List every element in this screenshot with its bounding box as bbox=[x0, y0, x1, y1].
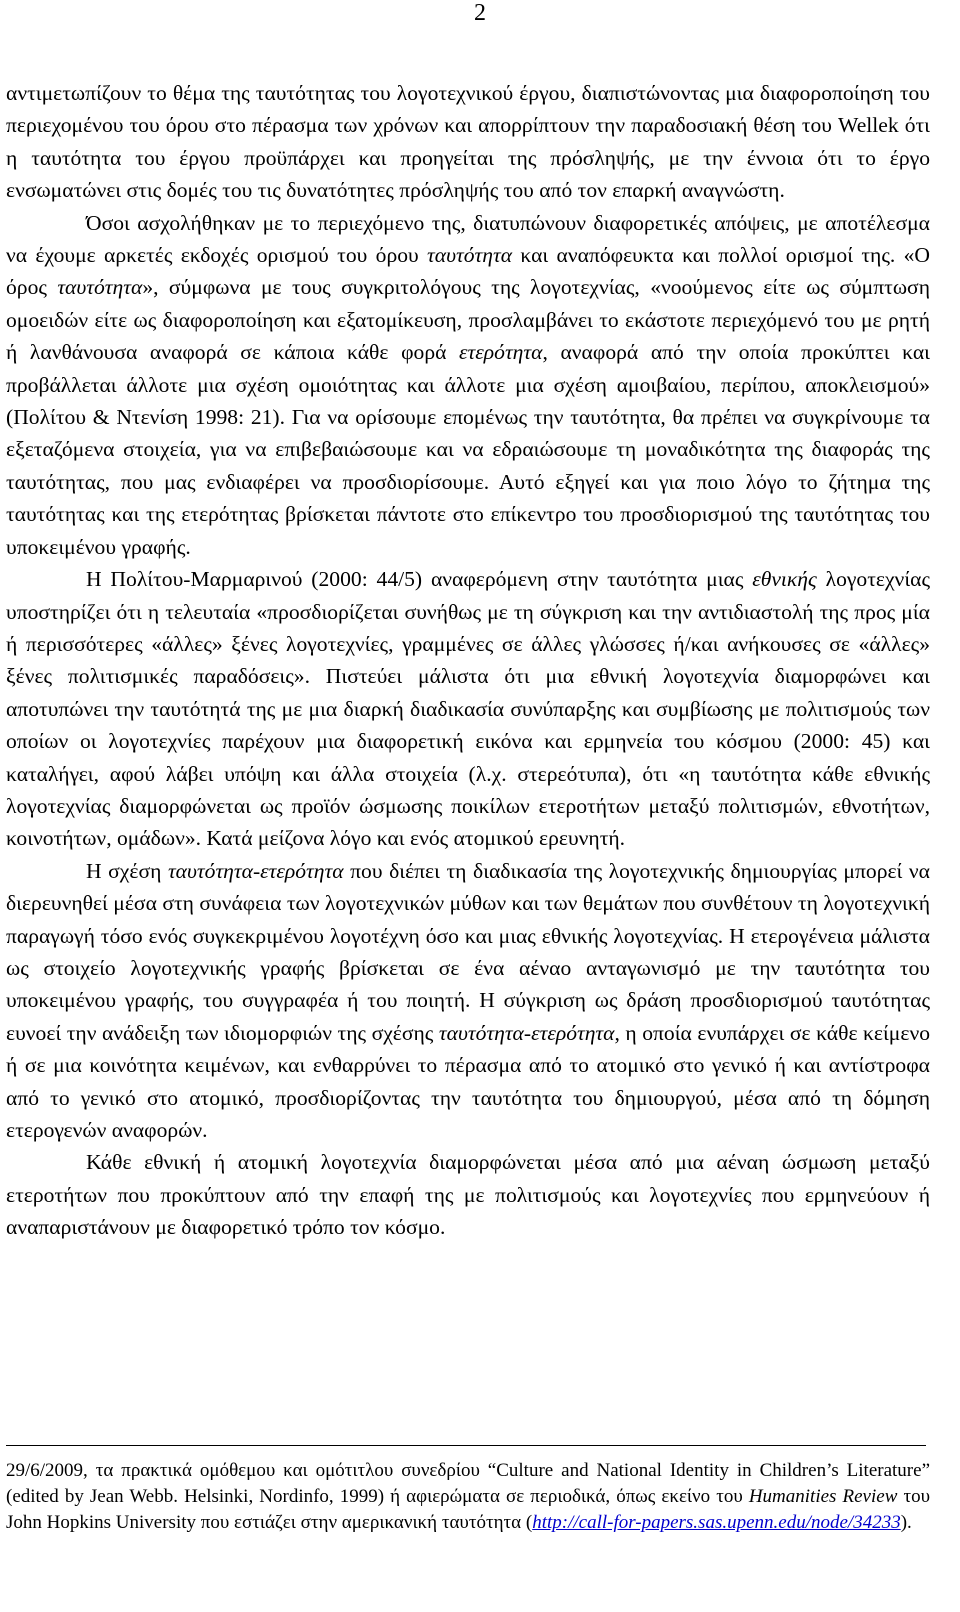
emphasis-term: ταυτότητα bbox=[57, 275, 143, 300]
paragraph-4-text: που διέπει τη διαδικασία της λογοτεχνικής δημιουργίας μπορεί να διερευνηθεί μέσα στη συνάφεια των λογοτεχνικών μύθων και των θεμάτων που συνθέτουν τη λογοτεχνική παραγωγή τόσο ενός συγκεκριμένου λογοτέχνη όσο και μιας εθνικής λογοτεχνίας. Η ετερογένεια μάλιστα ως στοιχείο λογοτεχνικής γραφής βρίσκεται σε ένα αέναο ανταγωνισμό με την ταυτότητα του υποκειμένου γραφής, του συγγραφέα ή του ποιητή. Η σύγκριση ως δράση προσδιορισμού ταυτότητας ευνοεί την ανάδειξη των ιδιομορφιών της σχέσης bbox=[6, 858, 930, 1045]
footnote-separator bbox=[6, 1445, 926, 1446]
paragraph-3 bbox=[6, 563, 930, 855]
emphasis-term: ταυτότητα-ετερότητα bbox=[167, 858, 344, 883]
paragraph-1 bbox=[6, 77, 930, 207]
body-text bbox=[6, 77, 930, 1244]
paragraph-3-text: Η Πολίτου-Μαρμαρινού (2000: 44/5) αναφερόμενη στην ταυτότητα μιας bbox=[86, 567, 753, 592]
paragraph-2-text: και αναπόφευκτα και πολλοί ορισμοί της. «Ο όρος bbox=[6, 243, 930, 300]
paragraph-2-text: », σύμφωνα με τους συγκριτολόγους της λογοτεχνίας, «νοούμενος είτε ως σύμπτωση ομοειδών είτε ως διαφοροποίηση και εξατομίκευση, προσλαμβάνει το εκάστοτε περιεχόμενό του με ρητή ή λανθάνουσα αναφορά σε κάποια κάθε φορά bbox=[6, 275, 930, 365]
paragraph-5 bbox=[6, 1146, 930, 1243]
paragraph-4-text: Η σχέση bbox=[86, 858, 168, 883]
paragraph-1-text: αντιμετωπίζουν το θέμα της ταυτότητας του λογοτεχνικού έργου, διαπιστώνοντας μια διαφοροποίηση του περιεχομένου του όρου στο πέρασμα των χρόνων και απορρίπτουν την παραδοσιακή θέση του Wellek ότι η ταυτότητα του έργου προϋπάρχει και προηγείται της πρόσληψής, με την έννοια ότι το έργο ενσωματώνει στις δομές του τις δυνατότητες πρόσληψής του από τον επαρκή αναγνώστη. bbox=[6, 81, 930, 203]
footnote-segment: του John Hopkins University που εστιάζει στην αμερικανική ταυτότητα ( bbox=[6, 1486, 930, 1533]
page-number: 2 bbox=[474, 0, 486, 26]
paragraph-4-text: , η οποία ενυπάρχει σε κάθε κείμενο ή σε μια κοινότητα κειμένων, και ενθαρρύνει το πέρασμα από το ατομικό στο γενικό ή και αντίστροφα από το γενικό στο ατομικό, προσδιορίζοντας την ταυτότητα του δημιουργού, μέσα από τη δόμηση ετερογενών αναφορών. bbox=[6, 1020, 931, 1142]
emphasis-term: ετερότητα bbox=[459, 340, 543, 365]
paragraph-5-text: Κάθε εθνική ή ατομική λογοτεχνία διαμορφώνεται μέσα από μια αέναη ώσμωση μεταξύ ετεροτήτων που προκύπτουν από την επαφή της με πολιτισμούς και λογοτεχνίες που ερμηνεύουν ή αναπαριστάνουν με διαφορετικό τρόπο τον κόσμο. bbox=[6, 1150, 930, 1240]
footnote-text bbox=[6, 1458, 930, 1536]
footnote-segment: ). bbox=[900, 1512, 912, 1533]
footnote-journal-title: Humanities Review bbox=[748, 1486, 898, 1507]
emphasis-term: ταυτότητα-ετερότητα bbox=[438, 1020, 615, 1045]
emphasis-term: ταυτότητα bbox=[427, 243, 513, 268]
emphasis-term: εθνικής bbox=[752, 567, 817, 592]
paragraph-2 bbox=[6, 207, 930, 563]
paragraph-2-text: , αναφορά από την οποία προκύπτει και προβάλλεται άλλοτε μια σχέση ομοιότητας και άλλοτε μια σχέση αμοιβαίου, περίπου, αποκλεισμού» (Πολίτου & Ντενίση 1998: 21). Για να ορίσουμε επομένως την ταυτότητα, θα πρέπει να συγκρίνουμε τα εξεταζόμενα στοιχεία, για να επιβεβαιώσουμε και να εδραιώσουμε τη μοναδικότητα της διαφοράς της ταυτότητας, που μας ενδιαφέρει να προσδιορίσουμε. Αυτό εξηγεί και για ποιο λόγο το ζήτημα της ταυτότητας και της ετερότητας βρίσκεται πάντοτε στο επίκεντρο του προσδιορισμού της ταυτότητας του υποκειμένου γραφής. bbox=[6, 340, 930, 559]
paragraph-3-text: λογοτεχνίας υποστηρίζει ότι η τελευταία «προσδιορίζεται συνήθως με τη σύγκριση και την αντιδιαστολή της προς μία ή περισσότερες «άλλες» ξένες λογοτεχνίες, γραμμένες σε άλλες γλώσσες ή/και ανήκουσες σε «άλλες» ξένες πολιτισμικές παραδόσεις». Πιστεύει μάλιστα ότι μια εθνική λογοτεχνία διαμορφώνει και αποτυπώνει την ταυτότητά της με μια διαρκή διαδικασία συνύπαρξης και συμβίωσης με πολιτισμούς των οποίων οι λογοτεχνίες παρέχουν μια διαφορετική εικόνα και ερμηνεία του κόσμου (2000: 45) και καταλήγει, αφού λάβει υπόψη και άλλα στοιχεία (λ.χ. στερεότυπα), ότι «η ταυτότητα κάθε εθνικής λογοτεχνίας διαμορφώνεται ως προϊόν ώσμωσης ποικίλων ετεροτήτων μεταξύ πολιτισμών, εθνοτήτων, κοινοτήτων, ομάδων». Κατά μείζονα λόγο και ενός ατομικού ερευνητή. bbox=[6, 567, 930, 851]
paragraph-2-text: Όσοι ασχολήθηκαν με το περιεχόμενο της, διατυπώνουν διαφορετικές απόψεις, με αποτέλεσμα να έχουμε αρκετές εκδοχές ορισμού του όρου bbox=[6, 210, 930, 268]
footnote bbox=[6, 1458, 930, 1536]
footnote-segment: 29/6/2009, τα πρακτικά ομόθεμου και ομότιτλου συνεδρίου “Culture and National Identity in Children’s Literature” (edited by Jean Webb. Helsinki, Nordinfo, 1999) ή αφιερώματα σε περιοδικά, όπως εκείνο του bbox=[6, 1460, 930, 1507]
footnote-url-link[interactable]: http://call-for-papers.sas.upenn.edu/node/34233 bbox=[532, 1512, 901, 1533]
paragraph-4 bbox=[6, 855, 930, 1147]
